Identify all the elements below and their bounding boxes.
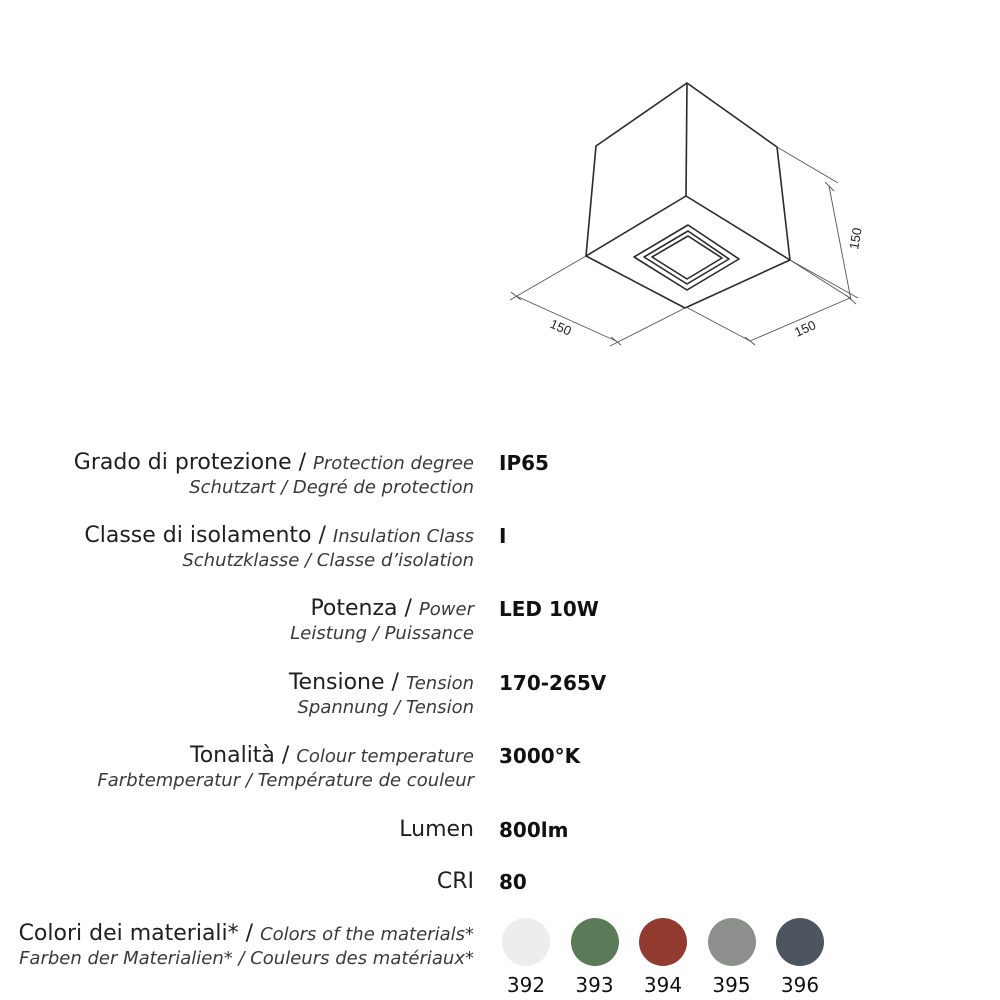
cube-edge-vertical [686,83,687,196]
spec-label-translation: Leistung / Puissance [290,623,474,644]
spec-label: Colori dei materiali* / Colors of the materials* [18,921,474,946]
product-technical-drawing [0,0,1000,420]
spec-label: Classe di isolamento / Insulation Class [84,523,474,548]
cube-outline [586,83,790,308]
dimension-width-left-label: 150 [547,316,574,339]
color-code-label: 396 [780,973,820,997]
dimension-width-right-label: 150 [792,317,819,340]
color-swatch-394 [639,918,687,966]
spec-label-translation: Farbtemperatur / Température de couleur [97,770,474,791]
spec-value: 80 [499,870,527,894]
light-aperture-mid [644,231,729,284]
color-swatch-395 [708,918,756,966]
spec-value: I [499,524,507,548]
spec-label: Grado di protezione / Protection degree [73,450,474,475]
light-aperture-inner [652,236,722,279]
color-code-label: 395 [712,973,751,997]
spec-value: IP65 [499,451,549,475]
color-code-label: 394 [643,973,683,997]
spec-label: Lumen [399,817,474,842]
spec-value: 800lm [499,818,569,842]
color-code-label: 392 [506,973,546,997]
spec-label: Potenza / Power [310,596,474,621]
color-swatch-396 [776,918,824,966]
width-dimension-line-right [686,307,750,341]
light-aperture-outer [634,225,739,290]
spec-label-translation: Farben der Materialien* / Couleurs des matériaux* [19,948,474,969]
cube-edge-right [686,196,790,260]
dimension-height-label: 150 [846,226,865,251]
color-code-label: 393 [575,973,614,997]
color-swatch-392 [502,918,550,966]
spec-value: 170-265V [499,671,607,695]
spec-label-translation: Spannung / Tension [297,697,474,718]
spec-label: CRI [436,869,474,894]
spec-label-translation: Schutzklasse / Classe d’isolation [182,550,474,571]
spec-value: LED 10W [499,597,599,621]
spec-value: 3000°K [499,744,581,768]
cube-edge-left [586,196,686,256]
spec-label: Tensione / Tension [288,670,474,695]
spec-label-translation: Schutzart / Degré de protection [189,477,474,498]
spec-label: Tonalità / Colour temperature [190,743,474,768]
color-swatch-393 [571,918,619,966]
